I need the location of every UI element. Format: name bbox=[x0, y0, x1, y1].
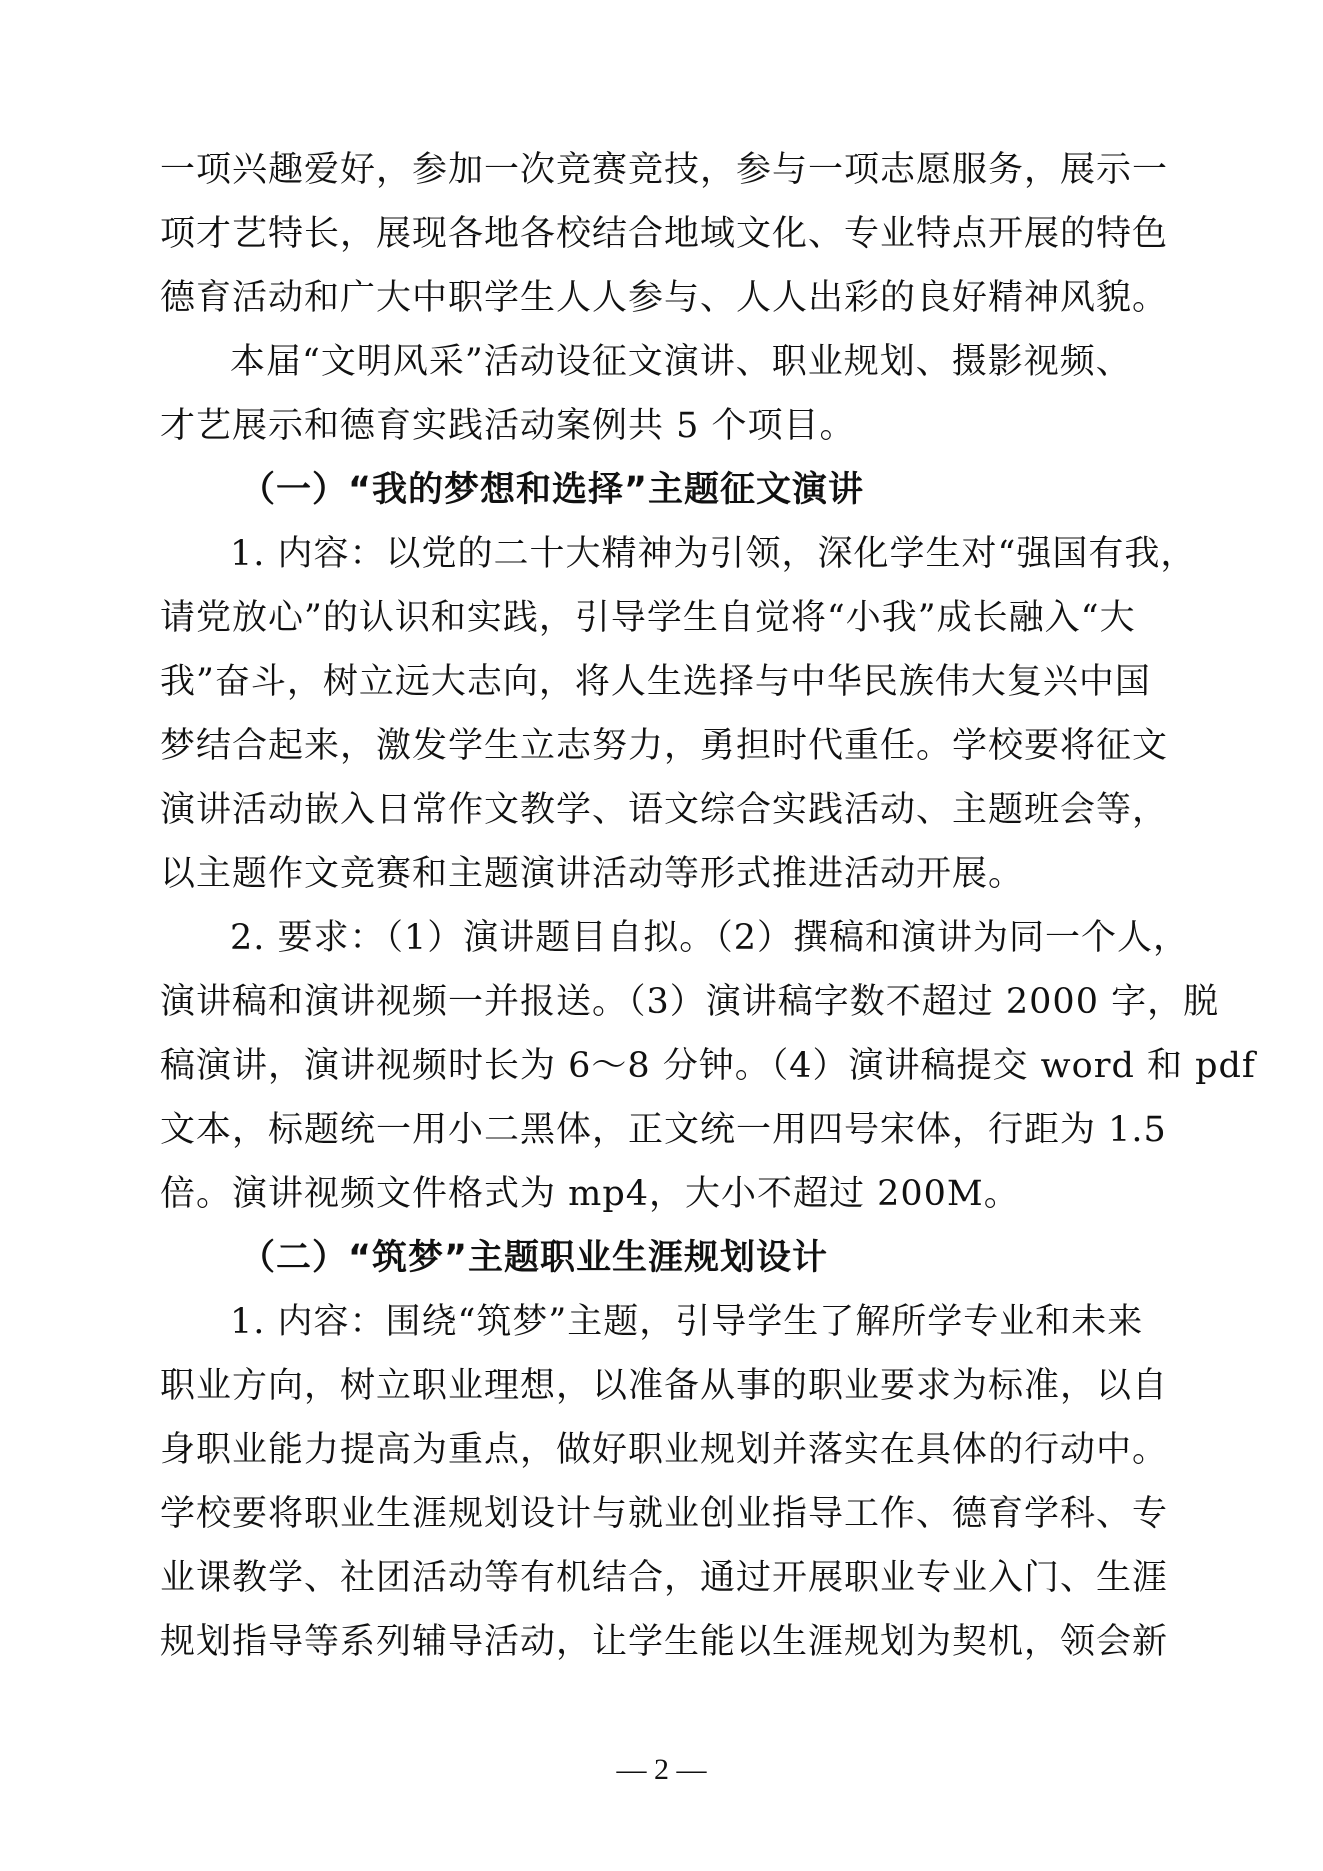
body-line: 演讲稿和演讲视频一并报送。（3）演讲稿字数不超过 2000 字，脱 bbox=[160, 982, 1220, 1022]
body-line: 稿演讲，演讲视频时长为 6～8 分钟。（4）演讲稿提交 word 和 pdf bbox=[160, 1046, 1256, 1086]
body-line: 规划指导等系列辅导活动，让学生能以生涯规划为契机，领会新 bbox=[160, 1622, 1169, 1662]
body-line: 职业方向，树立职业理想，以准备从事的职业要求为标准，以自 bbox=[160, 1366, 1169, 1406]
body-line: 项才艺特长，展现各地各校结合地域文化、专业特点开展的特色 bbox=[160, 214, 1169, 254]
paragraph-first-line: 2. 要求：（1）演讲题目自拟。（2）撰稿和演讲为同一个人， bbox=[230, 918, 1190, 958]
body-line: 文本，标题统一用小二黑体，正文统一用四号宋体，行距为 1.5 bbox=[160, 1110, 1167, 1150]
paragraph-first-line: 本届“文明风采”活动设征文演讲、职业规划、摄影视频、 bbox=[230, 342, 1132, 382]
body-line: 身职业能力提高为重点，做好职业规划并落实在具体的行动中。 bbox=[160, 1430, 1169, 1470]
body-line: 演讲活动嵌入日常作文教学、语文综合实践活动、主题班会等， bbox=[160, 790, 1169, 830]
section-heading-2: （二）“筑梦”主题职业生涯规划设计 bbox=[240, 1238, 829, 1278]
body-line: 我”奋斗，树立远大志向，将人生选择与中华民族伟大复兴中国 bbox=[160, 662, 1151, 702]
body-line: 一项兴趣爱好，参加一次竞赛竞技，参与一项志愿服务，展示一 bbox=[160, 150, 1169, 190]
body-line: 梦结合起来，激发学生立志努力，勇担时代重任。学校要将征文 bbox=[160, 726, 1169, 766]
body-line: 倍。演讲视频文件格式为 mp4，大小不超过 200M。 bbox=[160, 1174, 1020, 1214]
body-line: 业课教学、社团活动等有机结合，通过开展职业专业入门、生涯 bbox=[160, 1558, 1169, 1598]
page-number: — 2 — bbox=[616, 1753, 707, 1786]
section-heading-1: （一）“我的梦想和选择”主题征文演讲 bbox=[240, 470, 865, 510]
paragraph-first-line: 1. 内容：围绕“筑梦”主题，引导学生了解所学专业和未来 bbox=[230, 1302, 1144, 1342]
body-line: 学校要将职业生涯规划设计与就业创业指导工作、德育学科、专 bbox=[160, 1494, 1169, 1534]
body-line: 以主题作文竞赛和主题演讲活动等形式推进活动开展。 bbox=[160, 854, 1025, 894]
body-line: 才艺展示和德育实践活动案例共 5 个项目。 bbox=[160, 406, 856, 446]
body-line: 德育活动和广大中职学生人人参与、人人出彩的良好精神风貌。 bbox=[160, 278, 1169, 318]
body-line: 请党放心”的认识和实践，引导学生自觉将“小我”成长融入“大 bbox=[160, 598, 1136, 638]
paragraph-first-line: 1. 内容：以党的二十大精神为引领，深化学生对“强国有我， bbox=[230, 534, 1197, 574]
